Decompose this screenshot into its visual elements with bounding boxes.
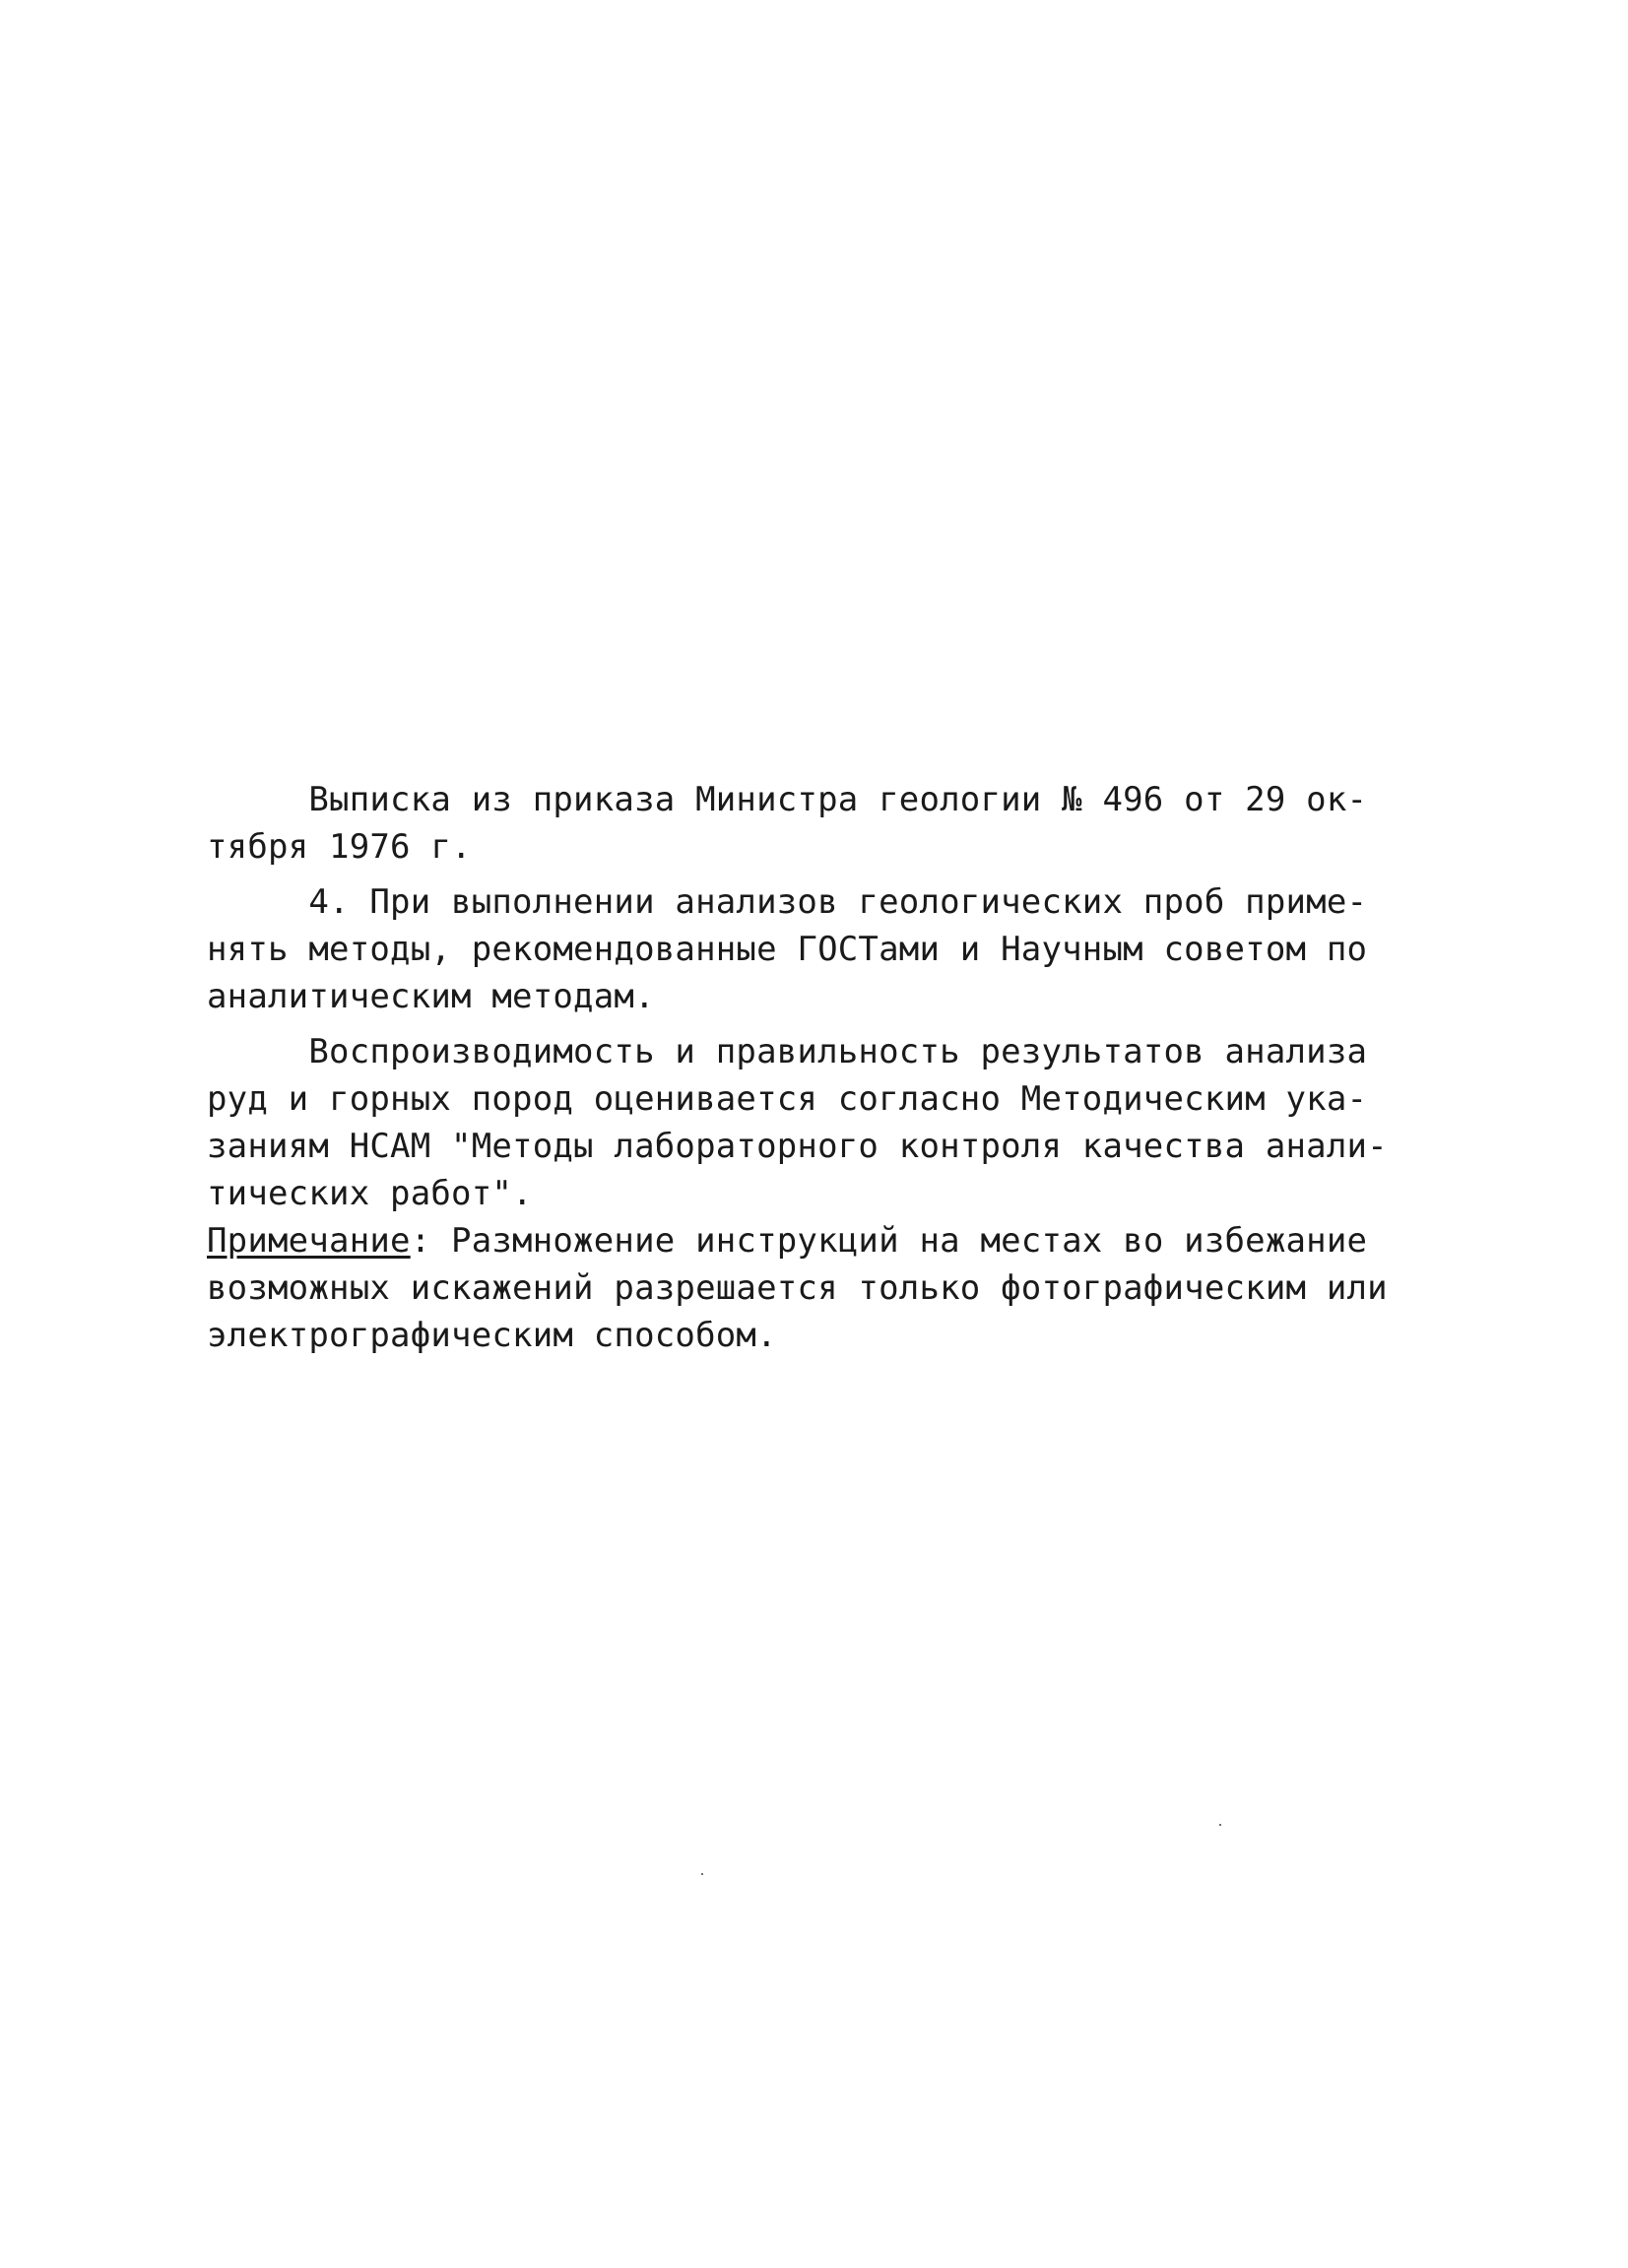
item4-line-3: аналитическим методам. — [207, 977, 655, 1016]
paragraph-gap — [207, 1020, 1418, 1028]
scan-speck — [1219, 1824, 1221, 1826]
note-line-1-rest: : Размножение инструкций на местах во избежание — [410, 1221, 1368, 1261]
paragraph-gap — [207, 871, 1418, 878]
reproducibility-line-2: руд и горных пород оценивается согласно Методическим ука- — [207, 1079, 1368, 1119]
order-extract-text — [207, 776, 1418, 1359]
extract-line-2: тября 1976 г. — [207, 827, 472, 867]
reproducibility-line-3: заниям НСАМ "Методы лабораторного контроля качества анали- — [207, 1127, 1388, 1166]
item4-line-1: 4. При выполнении анализов геологических проб приме- — [207, 882, 1368, 922]
scan-speck — [701, 1873, 703, 1875]
note-line-1 — [207, 1217, 1418, 1264]
note-label: Примечание — [207, 1221, 411, 1261]
reproducibility-line-4: тических работ". — [207, 1174, 533, 1213]
reproducibility-line-1: Воспроизводимость и правильность результатов анализа — [207, 1032, 1368, 1071]
item4-line-2: нять методы, рекомендованные ГОСТами и Научным советом по — [207, 930, 1368, 969]
note-line-3: электрографическим способом. — [207, 1316, 777, 1355]
extract-line-1: Выписка из приказа Министра геологии № 496 от 29 ок- — [207, 780, 1368, 819]
note-line-2: возможных искажений разрешается только фотографическим или — [207, 1268, 1388, 1308]
